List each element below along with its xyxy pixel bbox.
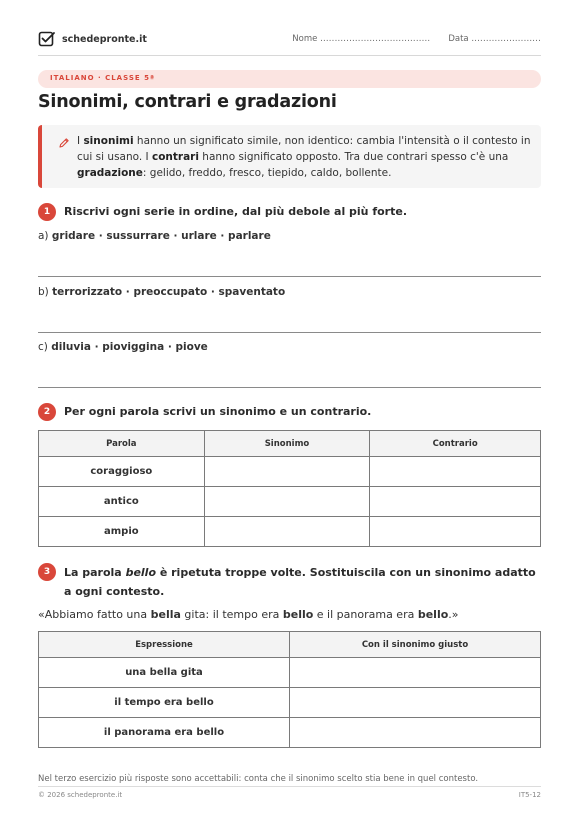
column-header: Espressione [39, 632, 290, 658]
synonym-answer-cell[interactable] [204, 457, 370, 487]
antonym-answer-cell[interactable] [370, 457, 541, 487]
word-cell: coraggioso [39, 457, 205, 487]
question-text: La parola bello è ripetuta troppe volte. Sostituiscila con un sinonimo adatto a ogni contesto. [64, 566, 536, 598]
answer-line-a[interactable] [38, 276, 541, 277]
date-field [448, 34, 541, 44]
question-3 [38, 563, 541, 601]
series-item-a: a) gridare · sussurrare · urlare · parlare [38, 230, 271, 242]
word-cell: ampio [39, 517, 205, 547]
question-number: 2 [38, 403, 56, 421]
question-number: 1 [38, 203, 56, 221]
series-item-c: c) diluvia · pioviggina · piove [38, 341, 208, 353]
column-header: Parola [39, 431, 205, 457]
table-row [39, 658, 541, 688]
quoted-sentence: «Abbiamo fatto una bella gita: il tempo era bello e il panorama era bello.» [38, 608, 459, 621]
subject-tag [38, 70, 541, 88]
name-field [292, 34, 430, 44]
subject-tag-label: ITALIANO · CLASSE 5ª [50, 74, 155, 82]
table-row [39, 517, 541, 547]
answer-line-b[interactable] [38, 332, 541, 333]
table-row [39, 718, 541, 748]
question-1 [38, 203, 407, 221]
page-title: Sinonimi, contrari e gradazioni [38, 92, 337, 112]
info-note-text: I sinonimi hanno un significato simile, non identico: cambia l'intensità o il contesto in cui si usano. I contrari hanno significato opposto. Tra due contrari spesso c'è una gradazione: gelido, freddo, fresco, tiepido, caldo, bollente. [77, 135, 531, 179]
synonym-answer-cell[interactable] [290, 658, 541, 688]
question-2 [38, 403, 371, 421]
name-dots: ...................................... [320, 34, 431, 44]
pencil-icon [58, 137, 70, 149]
footer-divider [38, 786, 541, 787]
name-label: Nome [292, 34, 318, 44]
question-text: Per ogni parola scrivi un sinonimo e un contrario. [64, 405, 372, 418]
column-header: Sinonimo [204, 431, 370, 457]
synonym-answer-cell[interactable] [204, 517, 370, 547]
table-header-row [39, 632, 541, 658]
question-text: Riscrivi ogni serie in ordine, dal più debole al più forte. [64, 205, 408, 218]
column-header: Con il sinonimo giusto [290, 632, 541, 658]
expression-cell: il panorama era bello [39, 718, 290, 748]
word-cell: antico [39, 487, 205, 517]
series-item-b: b) terrorizzato · preoccupato · spaventato [38, 286, 286, 298]
header-divider [38, 55, 541, 56]
date-dots: ........................ [471, 34, 541, 44]
table-row [39, 457, 541, 487]
antonym-answer-cell[interactable] [370, 487, 541, 517]
info-note [38, 125, 541, 188]
synonym-answer-cell[interactable] [290, 718, 541, 748]
antonym-answer-cell[interactable] [370, 517, 541, 547]
expression-cell: il tempo era bello [39, 688, 290, 718]
question-number: 3 [38, 563, 56, 581]
brand [38, 30, 147, 48]
table-header-row [39, 431, 541, 457]
page-header [38, 30, 541, 52]
brand-name: schedepronte.it [62, 33, 147, 45]
checkbox-logo-icon [38, 30, 56, 48]
table-row [39, 487, 541, 517]
copyright: © 2026 schedepronte.it [38, 791, 123, 799]
expression-cell: una bella gita [39, 658, 290, 688]
synonym-answer-cell[interactable] [290, 688, 541, 718]
column-header: Contrario [370, 431, 541, 457]
answer-line-c[interactable] [38, 387, 541, 388]
date-label: Data [448, 34, 469, 44]
footnote: Nel terzo esercizio più risposte sono accettabili: conta che il sinonimo scelto stia bene in quel contesto. [38, 774, 479, 784]
synonym-antonym-table [38, 430, 541, 547]
table-row [39, 688, 541, 718]
student-meta [292, 34, 541, 44]
sheet-code: IT5-12 [518, 791, 541, 799]
synonym-answer-cell[interactable] [204, 487, 370, 517]
replacement-table [38, 631, 541, 748]
